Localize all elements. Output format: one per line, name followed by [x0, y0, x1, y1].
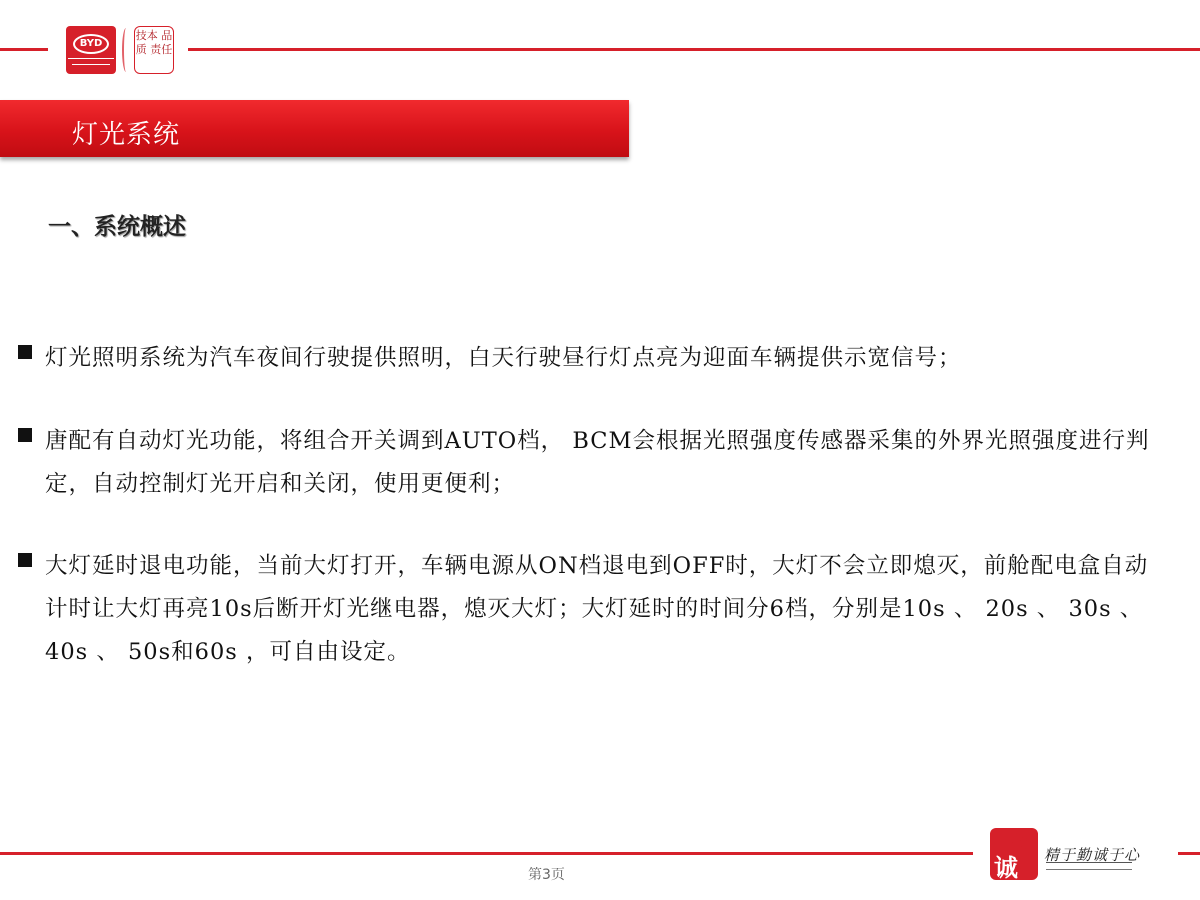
bottom-divider-right: [1178, 852, 1200, 855]
logo-separator: [122, 28, 132, 72]
page-number: 第3页: [528, 867, 565, 883]
emblem-char-1: 精: [1012, 831, 1036, 860]
bullet-text: 灯光照明系统为汽车夜间行驶提供照明，白天行驶昼行灯点亮为迎面车辆提供示宽信号；: [45, 345, 962, 371]
bullet-item: [18, 545, 1158, 674]
square-bullet-icon: [18, 428, 32, 442]
footer-slogan-en-line: [1046, 869, 1132, 872]
byd-logo-text: BYD: [73, 34, 109, 54]
seal-logo: 技本 品质 责任: [134, 26, 174, 74]
footer-slogan: 精于勤诚于心: [1044, 846, 1141, 864]
footer-slogan-sub-line: [1046, 862, 1132, 866]
byd-logo: [66, 26, 116, 74]
byd-logo-slogan-line: [68, 58, 114, 63]
section-heading: 一、系统概述: [48, 214, 186, 240]
top-divider-left: [0, 48, 48, 51]
top-divider-right: [188, 48, 1200, 51]
square-bullet-icon: [18, 553, 32, 567]
title-bar: [0, 100, 629, 157]
bullet-text: 大灯延时退电功能，当前大灯打开，车辆电源从ON档退电到OFF时，大灯不会立即熄灭，前舱配电盒自动计时让大灯再亮10s后断开灯光继电器，熄灭大灯；大灯延时的时间分6档，分别是10s 、 20s 、 30s 、 40s 、 50s和60s ，可自由设定。: [45, 553, 1149, 665]
bottom-divider-left: [0, 852, 973, 855]
byd-logo-sub-line: [72, 64, 110, 67]
bullet-text: 唐配有自动灯光功能，将组合开关调到AUTO档， BCM会根据光照强度传感器采集的外界光照强度进行判定，自动控制灯光开启和关闭，使用更便利；: [45, 428, 1150, 497]
header-logo-group: [62, 24, 178, 76]
bullet-item: [18, 337, 1158, 380]
page-title: 灯光系统: [72, 120, 181, 150]
emblem-char-2: 诚: [994, 853, 1018, 882]
bullet-item: [18, 420, 1158, 506]
square-bullet-icon: [18, 345, 32, 359]
